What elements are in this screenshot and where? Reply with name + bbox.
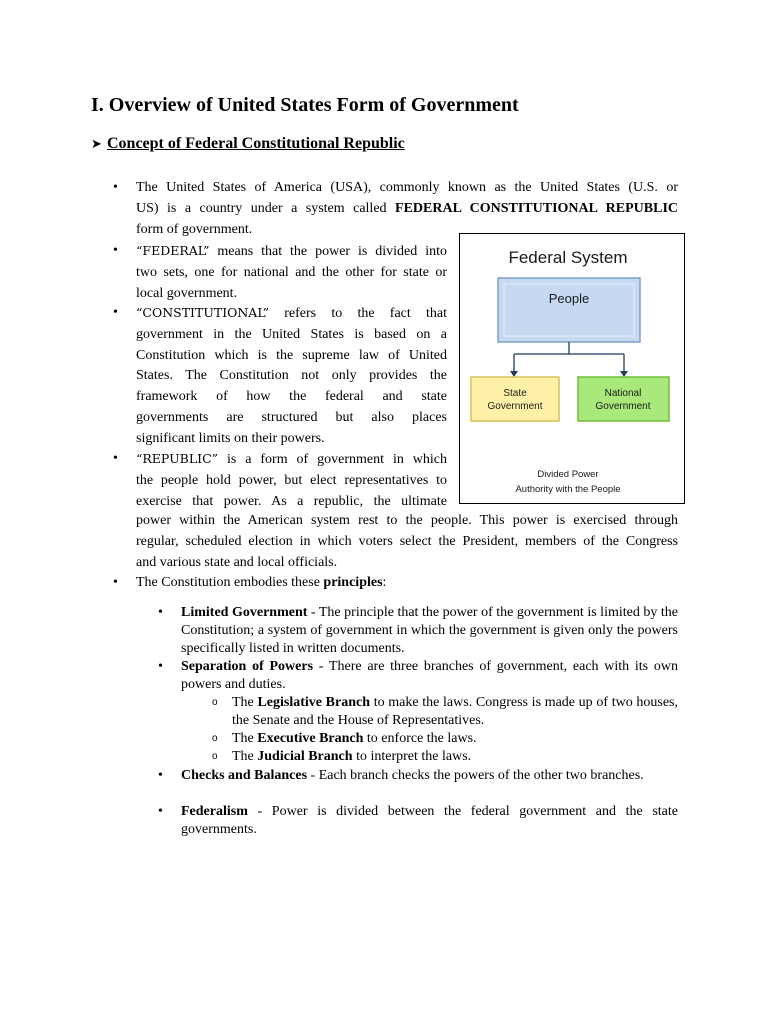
arrowhead-left-icon <box>510 371 518 377</box>
people-label: People <box>548 291 590 306</box>
state-label-line1: State <box>503 388 527 399</box>
bullet-icon: • <box>113 451 118 466</box>
caption-line1: Divided Power <box>537 469 599 480</box>
people-box <box>498 278 640 342</box>
principle-separation-of-powers: Separation of Powers - There are three branches of government, each with its own powers and duties. <box>181 659 678 692</box>
principle-federalism: Federalism - Power is divided between the federal government and the state governments. <box>181 804 678 837</box>
section-heading-text: Concept of Federal Constitutional Republic <box>107 135 405 152</box>
principle-limited-government: Limited Government - The principle that the power of the government is limited by the Constitution; a system of government in which the government is given only the powers specifically listed in written documents. <box>181 605 678 656</box>
arrowhead-right-icon <box>620 371 628 377</box>
figure-title: Federal System <box>508 248 628 267</box>
circle-bullet-icon: o <box>212 751 218 762</box>
federal-system-diagram <box>460 234 684 503</box>
connector-lines <box>510 342 628 377</box>
bullet-icon: • <box>158 659 163 674</box>
national-label-line2: Government <box>595 401 651 412</box>
bullet-icon: • <box>158 605 163 620</box>
paragraph-republic-top: “REPUBLIC” is a form of government in which the people hold power, but elect representatives to exercise that power. As a republic, the ultimate <box>136 451 447 509</box>
arrow-bullet-icon: ➤ <box>91 137 102 152</box>
bullet-icon: • <box>158 804 163 819</box>
bullet-icon: • <box>113 243 118 258</box>
bullet-icon: • <box>113 575 118 590</box>
paragraph-constitutional: “CONSTITUTIONAL” refers to the fact that government in the United States is based on a Constitution which is the supreme law of United States. The Constitution not only provides the framework of how the federal and state governments are structured but also places significant limits on their powers. <box>136 305 447 446</box>
bullet-icon: • <box>158 768 163 783</box>
caption-line2: Authority with the People <box>515 484 621 495</box>
paragraph-principles-intro: The Constitution embodies these principles: <box>136 575 387 590</box>
principle-checks-and-balances: Checks and Balances - Each branch checks the powers of the other two branches. <box>181 768 644 783</box>
federal-system-figure <box>459 233 685 504</box>
paragraph-usa: The United States of America (USA), commonly known as the United States (U.S. or US) is a country under a system called FEDERAL CONSTITUTIONAL REPUBLIC form of government. <box>136 180 679 237</box>
branch-judicial: The Judicial Branch to interpret the laws. <box>232 749 472 764</box>
page-title: I. Overview of United States Form of Government <box>91 94 519 116</box>
branch-legislative: The Legislative Branch to make the laws. Congress is made up of two houses, the Senate and the House of Representatives. <box>232 695 678 728</box>
paragraph-republic-bottom: power within the American system rest to the people. This power is exercised through regular, scheduled election in which voters select the President, members of the Congress and various state and local officials. <box>136 513 678 570</box>
paragraph-federal: “FEDERAL” means that the power is divided into two sets, one for national and the other for state or local government. <box>136 243 447 301</box>
branch-executive: The Executive Branch to enforce the laws. <box>232 731 477 746</box>
circle-bullet-icon: o <box>212 697 218 708</box>
bullet-icon: • <box>113 305 118 320</box>
national-government-box <box>578 377 669 421</box>
circle-bullet-icon: o <box>212 733 218 744</box>
state-label-line2: Government <box>487 401 543 412</box>
state-government-box <box>471 377 559 421</box>
national-label-line1: National <box>604 388 642 399</box>
bullet-icon: • <box>113 180 118 195</box>
section-heading <box>91 133 405 155</box>
